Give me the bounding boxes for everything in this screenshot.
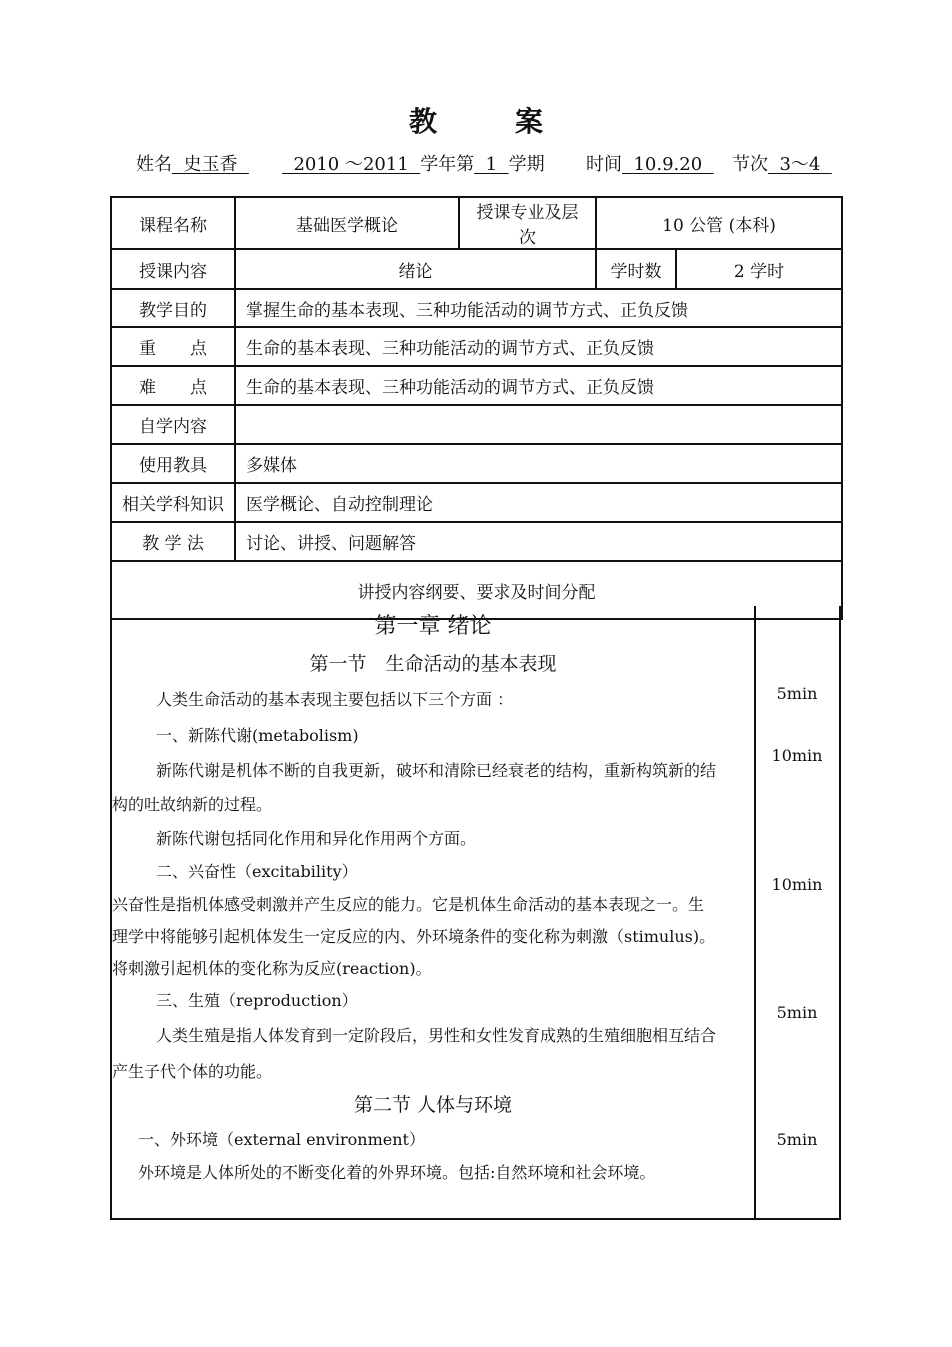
self-study-value: [235, 405, 842, 444]
academic-year: [282, 150, 545, 176]
reproduction-text-1: 人类生殖是指人体发育到一定阶段后，男性和女性发育成熟的生殖细胞相互结合: [156, 1026, 717, 1045]
time-value: 10.9.20: [622, 154, 714, 175]
name-value: 史玉香: [172, 154, 249, 175]
year-label: 学年第: [420, 154, 475, 175]
time-allocation: 5min: [776, 684, 818, 703]
content-label: 授课内容: [111, 249, 235, 289]
row-tools: [111, 444, 842, 483]
document-title: [0, 100, 952, 140]
time-label: 时间: [586, 154, 622, 175]
metabolism-text-2: 构的吐故纳新的过程。: [112, 795, 273, 814]
key-label: 重 点: [111, 327, 235, 366]
time-allocation: 10min: [771, 875, 823, 894]
class-period: [732, 150, 832, 176]
time-allocation: 10min: [771, 746, 823, 765]
excitability-text-2: 理学中将能够引起机体发生一定反应的内、外环境条件的变化称为刺激（stimulus)。: [112, 927, 716, 946]
tools-value: 多媒体: [235, 444, 842, 483]
reproduction-heading: 三、生殖（reproduction）: [156, 991, 358, 1010]
teacher-name: [136, 150, 249, 176]
self-study-label: 自学内容: [111, 405, 235, 444]
intro-paragraph: 人类生命活动的基本表现主要包括以下三个方面 ：: [156, 690, 514, 709]
metabolism-text-3: 新陈代谢包括同化作用和异化作用两个方面。: [156, 829, 477, 848]
metabolism-heading: 一、新陈代谢(metabolism): [156, 726, 359, 745]
semester-label: 学期: [508, 154, 545, 175]
name-label: 姓名: [136, 154, 172, 175]
row-key-points: [111, 327, 842, 366]
difficult-value: 生命的基本表现、三种功能活动的调节方式、正负反馈: [235, 366, 842, 405]
row-difficult-points: [111, 366, 842, 405]
section-2-title: 第二节 人体与环境: [353, 1094, 513, 1116]
course-name-label: 课程名称: [111, 197, 235, 249]
excitability-heading: 二、兴奋性（excitability）: [156, 862, 358, 881]
external-env-text: 外环境是人体所处的不断变化着的外界环境。包括:自然环境和社会环境。: [138, 1163, 656, 1182]
period-value: 3～4: [768, 154, 832, 175]
semester-value: 1: [474, 154, 509, 175]
related-label: 相关学科知识: [111, 483, 235, 522]
hours-value: 2 学时: [676, 249, 842, 289]
period-label: 节次: [732, 154, 768, 175]
time-allocation: 5min: [776, 1003, 818, 1022]
title-char-2: 案: [515, 105, 544, 138]
class-time: [586, 150, 714, 176]
chapter-title: 第一章 绪论: [374, 614, 492, 639]
external-env-heading: 一、外环境（external environment）: [138, 1130, 425, 1149]
method-value: 讨论、讲授、问题解答: [235, 522, 842, 561]
row-course-name: [111, 197, 842, 249]
excitability-text-1: 兴奋性是指机体感受刺激并产生反应的能力。它是机体生命活动的基本表现之一。生: [112, 895, 705, 914]
course-name-value: 基础医学概论: [235, 197, 459, 249]
method-label: 教 学 法: [111, 522, 235, 561]
header-info-line: [0, 150, 952, 176]
lecture-content-box: [110, 606, 841, 1220]
lesson-plan-table: [110, 196, 843, 620]
major-label: 授课专业及层次: [459, 197, 596, 249]
key-value: 生命的基本表现、三种功能活动的调节方式、正负反馈: [235, 327, 842, 366]
excitability-text-3: 将刺激引起机体的变化称为反应(reaction)。: [112, 959, 432, 978]
title-char-1: 教: [408, 105, 437, 138]
outline-header: 讲授内容纲要、要求及时间分配: [111, 561, 842, 619]
hours-label: 学时数: [596, 249, 676, 289]
row-self-study: [111, 405, 842, 444]
section-1-title: 第一节 生命活动的基本表现: [309, 653, 557, 675]
goal-label: 教学目的: [111, 289, 235, 327]
metabolism-text-1: 新陈代谢是机体不断的自我更新，破坏和清除已经衰老的结构，重新构筑新的结: [156, 761, 717, 780]
row-method: [111, 522, 842, 561]
content-value: 绪论: [235, 249, 596, 289]
row-related: [111, 483, 842, 522]
difficult-label: 难 点: [111, 366, 235, 405]
row-content: [111, 249, 842, 289]
time-allocation: 5min: [776, 1130, 818, 1149]
year-value: 2010 ～2011: [282, 154, 421, 175]
row-goal: [111, 289, 842, 327]
lecture-text-column: [112, 606, 756, 1218]
tools-label: 使用教具: [111, 444, 235, 483]
goal-value: 掌握生命的基本表现、三种功能活动的调节方式、正负反馈: [235, 289, 842, 327]
major-value: 10 公管 (本科): [596, 197, 842, 249]
related-value: 医学概论、自动控制理论: [235, 483, 842, 522]
reproduction-text-2: 产生子代个体的功能。: [112, 1062, 273, 1081]
